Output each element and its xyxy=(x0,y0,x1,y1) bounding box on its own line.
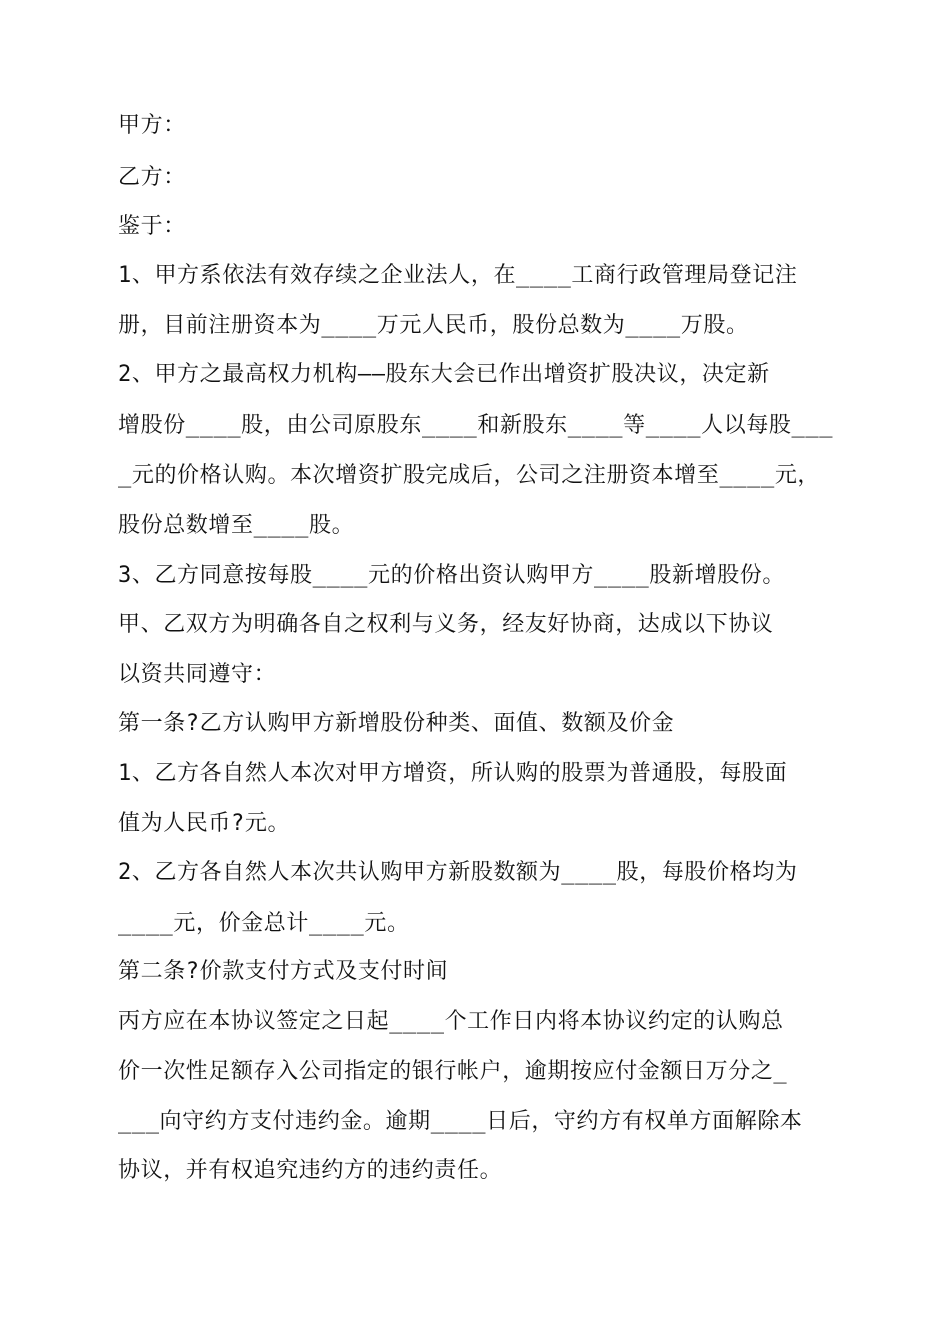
article-1-item-2-line-2: ____元，价金总计____元。 xyxy=(118,911,410,936)
article-1-item-1-line-2: 值为人民币?元。 xyxy=(118,811,291,836)
article-1-item-1-line-1: 1、乙方各自然人本次对甲方增资，所认购的股票为普通股，每股面 xyxy=(118,761,788,786)
article-2-para-line-3: ___向守约方支付违约金。逾期____日后，守约方有权单方面解除本 xyxy=(118,1109,803,1134)
article-1-heading: 第一条?乙方认购甲方新增股份种类、面值、数额及价金 xyxy=(118,711,675,736)
recital-2-line-3: _元的价格认购。本次增资扩股完成后，公司之注册资本增至____元， xyxy=(118,463,821,488)
recital-2-line-2: 增股份____股，由公司原股东____和新股东____等____人以每股___ xyxy=(118,413,834,438)
recital-1-line-2: 册，目前注册资本为____万元人民币，股份总数为____万股。 xyxy=(118,313,749,338)
agreement-intro-line-1: 甲、乙双方为明确各自之权利与义务，经友好协商，达成以下协议 xyxy=(118,612,774,637)
article-1-item-2-line-1: 2、乙方各自然人本次共认购甲方新股数额为____股，每股价格均为 xyxy=(118,860,798,885)
article-2-heading: 第二条?价款支付方式及支付时间 xyxy=(118,959,449,984)
party-a-line: 甲方： xyxy=(118,113,186,138)
agreement-intro-line-2: 以资共同遵守： xyxy=(118,662,277,687)
party-b-line: 乙方： xyxy=(118,165,186,190)
article-2-para-line-2: 价一次性足额存入公司指定的银行帐户，逾期按应付金额日万分之_ xyxy=(118,1059,788,1084)
recital-3-line: 3、乙方同意按每股____元的价格出资认购甲方____股新增股份。 xyxy=(118,563,786,588)
article-2-para-line-1: 丙方应在本协议签定之日起____个工作日内将本协议约定的认购总 xyxy=(118,1009,784,1034)
recital-2-line-1: 2、甲方之最高权力机构——股东大会已作出增资扩股决议，决定新 xyxy=(118,362,770,387)
recital-1-line-1: 1、甲方系依法有效存续之企业法人，在____工商行政管理局登记注 xyxy=(118,263,798,288)
article-2-para-line-4: 协议，并有权追究违约方的违约责任。 xyxy=(118,1158,503,1183)
recital-2-line-4: 股份总数增至____股。 xyxy=(118,513,355,538)
whereas-heading: 鉴于： xyxy=(118,214,186,239)
